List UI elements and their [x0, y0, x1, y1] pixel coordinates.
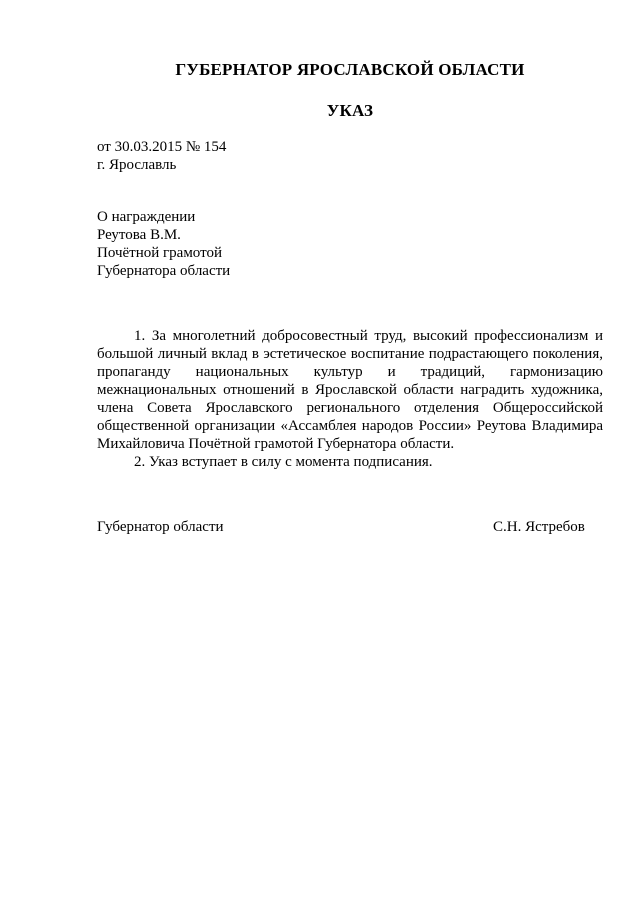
body-paragraph: 1. За многолетний добросовестный труд, высокий профессионализм и большой личный вклад в эстетическое воспитание подрастающего поколения, пропаганду национальных культур и традиций, гармонизацию межнациональных отношений в Ярославской области наградить художника, члена Совета Ярославского регионального отделения Общероссийской общественной организации «Ассамблея народов России» Реутова Владимира Михайловича Почётной грамотой Губернатора области. — [97, 328, 603, 452]
signature-position: Губернатор области — [97, 519, 224, 535]
subject-line: О награждении — [97, 209, 196, 225]
document-type-heading: УКАЗ — [326, 101, 374, 120]
subject-line: Губернатора области — [97, 263, 231, 279]
body-paragraph: 2. Указ вступает в силу с момента подписания. — [134, 454, 433, 470]
subject-line: Реутова В.М. — [97, 227, 181, 243]
subject-line: Почётной грамотой — [97, 245, 222, 261]
document-date-number: от 30.03.2015 № 154 — [97, 139, 227, 155]
document-authority-heading: ГУБЕРНАТОР ЯРОСЛАВСКОЙ ОБЛАСТИ — [175, 60, 525, 79]
document-place: г. Ярославль — [97, 157, 177, 173]
signature-name: С.Н. Ястребов — [493, 519, 585, 535]
document-body — [97, 327, 603, 471]
